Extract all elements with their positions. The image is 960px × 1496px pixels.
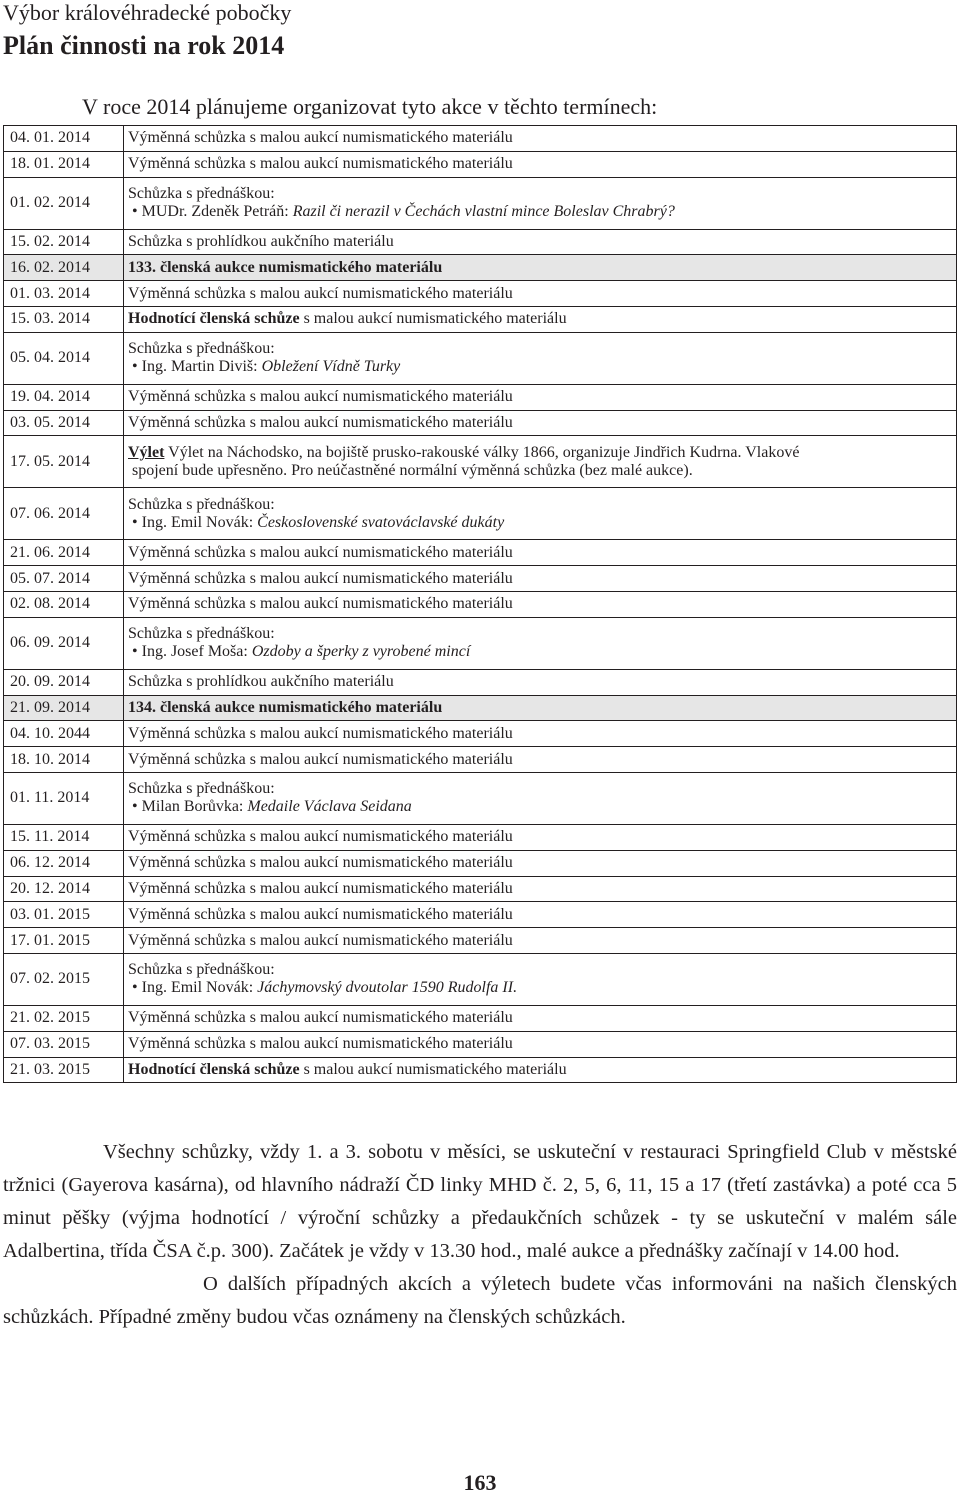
- schedule-row: [4, 747, 957, 773]
- event-text: Výměnná schůzka s malou aukcí numismatického materiálu: [128, 905, 513, 923]
- event-description: [124, 591, 957, 617]
- lecture-topic: Razil či nerazil v Čechách vlastní mince Boleslav Chrabrý?: [292, 203, 675, 221]
- event-date: 21. 06. 2014: [4, 540, 124, 566]
- event-date: 01. 11. 2014: [4, 772, 124, 824]
- event-title-bold: 134. členská aukce numismatického materiálu: [128, 698, 443, 716]
- footer-paragraph-2: O dalších případných akcích a výletech budete včas informováni na našich členských schůzkách. Případné změny budou včas oznámeny na členských schůzkách.: [3, 1273, 957, 1328]
- event-date: 15. 03. 2014: [4, 306, 124, 332]
- event-description: [124, 1057, 957, 1083]
- event-description: [124, 669, 957, 695]
- page-number: 163: [463, 1470, 497, 1495]
- event-text: Výměnná schůzka s malou aukcí numismatického materiálu: [128, 879, 513, 897]
- schedule-row: [4, 151, 957, 177]
- event-text: Výměnná schůzka s malou aukcí numismatického materiálu: [128, 388, 513, 406]
- footer-paragraph-1: Všechny schůzky, vždy 1. a 3. sobotu v měsíci, se uskuteční v restauraci Springfield Club v městské tržnici (Gayerova kasárna), od hlavního nádraží ČD linky MHD č. 2, 5, 6, 11, 15 a 17 (třetí zastávka) a poté cca 5 minut pěšky (výjma hodnotící / výroční schůzky a předaukčních schůzek - ty se uskuteční v malém sále Adalbertina, třída ČSA č.p. 300). Začátek je vždy v 13.30 hod., malé aukce a přednášky začínají v 14.00 hod.: [3, 1141, 957, 1262]
- event-description: [124, 177, 957, 229]
- lecture-heading: Schůzka s přednáškou:: [128, 185, 275, 203]
- lecture-detail: • Milan Borůvka: Medaile Václava Seidana: [132, 798, 412, 816]
- lecture-detail: • Ing. Emil Novák: Československé svatováclavské dukáty: [132, 513, 505, 531]
- lecture-speaker: Ing. Emil Novák:: [141, 513, 254, 531]
- event-text: Výměnná schůzka s malou aukcí numismatického materiálu: [128, 595, 513, 613]
- lecture-heading: Schůzka s přednáškou:: [128, 780, 275, 798]
- schedule-row: [4, 126, 957, 152]
- event-date: 07. 02. 2015: [4, 953, 124, 1005]
- event-description: [124, 229, 957, 255]
- event-text: Schůzka s prohlídkou aukčního materiálu: [128, 232, 394, 250]
- event-description: [124, 721, 957, 747]
- event-date: 20. 09. 2014: [4, 669, 124, 695]
- event-description: [124, 384, 957, 410]
- lecture-topic: Československé svatováclavské dukáty: [257, 513, 505, 531]
- event-date: 17. 01. 2015: [4, 928, 124, 954]
- event-text: Výměnná schůzka s malou aukcí numismatického materiálu: [128, 155, 513, 173]
- schedule-row: [4, 695, 957, 721]
- event-description: [124, 953, 957, 1005]
- lecture-speaker: MUDr. Zdeněk Petráň:: [141, 203, 289, 221]
- lecture-heading: Schůzka s přednáškou:: [128, 495, 275, 513]
- schedule-row: [4, 177, 957, 229]
- schedule-row: [4, 436, 957, 488]
- schedule-row: [4, 591, 957, 617]
- trip-text-line-2: spojení bude upřesněno. Pro neúčastněné normální výměnná schůzka (bez malé aukce).: [132, 461, 693, 479]
- lecture-topic: Obležení Vídně Turky: [261, 358, 401, 376]
- event-date: 02. 08. 2014: [4, 591, 124, 617]
- event-date: 04. 01. 2014: [4, 126, 124, 152]
- event-description: [124, 902, 957, 928]
- lecture-topic: Ozdoby a šperky z vyrobené mincí: [251, 643, 471, 661]
- event-description: [124, 876, 957, 902]
- event-description: [124, 824, 957, 850]
- event-description: [124, 566, 957, 592]
- event-description: [124, 617, 957, 669]
- event-description: [124, 151, 957, 177]
- event-text: Schůzka s prohlídkou aukčního materiálu: [128, 673, 394, 691]
- lecture-detail: • Ing. Emil Novák: Jáchymovský dvoutolar 1590 Rudolfa II.: [132, 979, 518, 997]
- intro-text: V roce 2014 plánujeme organizovat tyto akce v těchto termínech:: [82, 94, 658, 119]
- schedule-row: [4, 876, 957, 902]
- lecture-detail: • Ing. Martin Diviš: Obležení Vídně Turky: [132, 358, 401, 376]
- event-date: 17. 05. 2014: [4, 436, 124, 488]
- event-text: Výměnná schůzka s malou aukcí numismatického materiálu: [128, 724, 513, 742]
- schedule-row: [4, 332, 957, 384]
- lecture-topic: Jáchymovský dvoutolar 1590 Rudolfa II.: [257, 979, 518, 997]
- event-date: 19. 04. 2014: [4, 384, 124, 410]
- event-text: Výměnná schůzka s malou aukcí numismatického materiálu: [128, 129, 513, 147]
- event-date: 15. 11. 2014: [4, 824, 124, 850]
- schedule-row: [4, 384, 957, 410]
- lecture-speaker: Ing. Martin Diviš:: [141, 358, 258, 376]
- schedule-row: [4, 824, 957, 850]
- schedule-row: [4, 617, 957, 669]
- event-date: 15. 02. 2014: [4, 229, 124, 255]
- event-description: [124, 410, 957, 436]
- page-title: Plán činnosti na rok 2014: [3, 31, 285, 60]
- event-text: Výměnná schůzka s malou aukcí numismatického materiálu: [128, 569, 513, 587]
- event-description: [124, 772, 957, 824]
- event-text: Výměnná schůzka s malou aukcí numismatického materiálu: [128, 750, 513, 768]
- schedule-row: [4, 928, 957, 954]
- schedule-row: [4, 1005, 957, 1031]
- organization-heading: Výbor královéhradecké pobočky: [3, 0, 292, 25]
- event-text: Výměnná schůzka s malou aukcí numismatického materiálu: [128, 854, 513, 872]
- event-date: 05. 04. 2014: [4, 332, 124, 384]
- event-description: [124, 488, 957, 540]
- schedule-table: [3, 125, 957, 1083]
- schedule-row: [4, 1031, 957, 1057]
- event-description: [124, 126, 957, 152]
- lecture-heading: Schůzka s přednáškou:: [128, 961, 275, 979]
- event-date: 01. 03. 2014: [4, 281, 124, 307]
- event-text: Výměnná schůzka s malou aukcí numismatického materiálu: [128, 1035, 513, 1053]
- event-text: s malou aukcí numismatického materiálu: [303, 310, 567, 328]
- event-description: [124, 255, 957, 281]
- event-text: Výměnná schůzka s malou aukcí numismatického materiálu: [128, 931, 513, 949]
- event-date: 03. 01. 2015: [4, 902, 124, 928]
- event-text: s malou aukcí numismatického materiálu: [303, 1060, 567, 1078]
- schedule-row: [4, 281, 957, 307]
- event-title-bold: Hodnotící členská schůze: [128, 1060, 300, 1078]
- event-title-bold: 133. členská aukce numismatického materiálu: [128, 258, 443, 276]
- event-text: Výměnná schůzka s malou aukcí numismatického materiálu: [128, 828, 513, 846]
- event-date: 03. 05. 2014: [4, 410, 124, 436]
- lecture-speaker: Ing. Josef Moša:: [141, 643, 248, 661]
- event-description: [124, 850, 957, 876]
- schedule-row: [4, 669, 957, 695]
- schedule-row: [4, 953, 957, 1005]
- trip-text-line-1: Výlet na Náchodsko, na bojiště prusko-rakouské války 1866, organizuje Jindřich Kudrna. Vlakové: [168, 443, 800, 461]
- event-date: 01. 02. 2014: [4, 177, 124, 229]
- event-date: 07. 06. 2014: [4, 488, 124, 540]
- event-date: 21. 02. 2015: [4, 1005, 124, 1031]
- schedule-row: [4, 721, 957, 747]
- event-title-bold: Hodnotící členská schůze: [128, 310, 300, 328]
- event-description: [124, 332, 957, 384]
- event-text: Výměnná schůzka s malou aukcí numismatického materiálu: [128, 1009, 513, 1027]
- event-description: [124, 281, 957, 307]
- event-date: 18. 10. 2014: [4, 747, 124, 773]
- event-text: Výměnná schůzka s malou aukcí numismatického materiálu: [128, 284, 513, 302]
- event-date: 07. 03. 2015: [4, 1031, 124, 1057]
- event-description: [124, 306, 957, 332]
- event-text: Výměnná schůzka s malou aukcí numismatického materiálu: [128, 543, 513, 561]
- schedule-row: [4, 410, 957, 436]
- lecture-heading: Schůzka s přednáškou:: [128, 340, 275, 358]
- lecture-speaker: Ing. Emil Novák:: [141, 979, 254, 997]
- event-description: [124, 928, 957, 954]
- event-description: [124, 540, 957, 566]
- schedule-row: [4, 255, 957, 281]
- schedule-row: [4, 1057, 957, 1083]
- trip-label: Výlet: [128, 443, 165, 461]
- event-description: [124, 695, 957, 721]
- footer-notes: [3, 1136, 957, 1334]
- event-date: 06. 12. 2014: [4, 850, 124, 876]
- event-date: 05. 07. 2014: [4, 566, 124, 592]
- event-description: [124, 436, 957, 488]
- event-date: 21. 03. 2015: [4, 1057, 124, 1083]
- schedule-row: [4, 229, 957, 255]
- event-description: [124, 1031, 957, 1057]
- lecture-topic: Medaile Václava Seidana: [247, 798, 412, 816]
- schedule-row: [4, 850, 957, 876]
- event-date: 06. 09. 2014: [4, 617, 124, 669]
- event-description: [124, 1005, 957, 1031]
- lecture-heading: Schůzka s přednáškou:: [128, 625, 275, 643]
- event-text: Výměnná schůzka s malou aukcí numismatického materiálu: [128, 413, 513, 431]
- lecture-detail: • Ing. Josef Moša: Ozdoby a šperky z vyrobené mincí: [132, 643, 471, 661]
- lecture-speaker: Milan Borůvka:: [141, 798, 244, 816]
- event-date: 04. 10. 2044: [4, 721, 124, 747]
- schedule-row: [4, 772, 957, 824]
- schedule-row: [4, 306, 957, 332]
- schedule-row: [4, 540, 957, 566]
- event-date: 20. 12. 2014: [4, 876, 124, 902]
- event-description: [124, 747, 957, 773]
- event-date: 18. 01. 2014: [4, 151, 124, 177]
- event-date: 16. 02. 2014: [4, 255, 124, 281]
- schedule-row: [4, 902, 957, 928]
- schedule-row: [4, 566, 957, 592]
- schedule-row: [4, 488, 957, 540]
- event-date: 21. 09. 2014: [4, 695, 124, 721]
- lecture-detail: • MUDr. Zdeněk Petráň: Razil či nerazil v Čechách vlastní mince Boleslav Chrabrý?: [132, 203, 675, 221]
